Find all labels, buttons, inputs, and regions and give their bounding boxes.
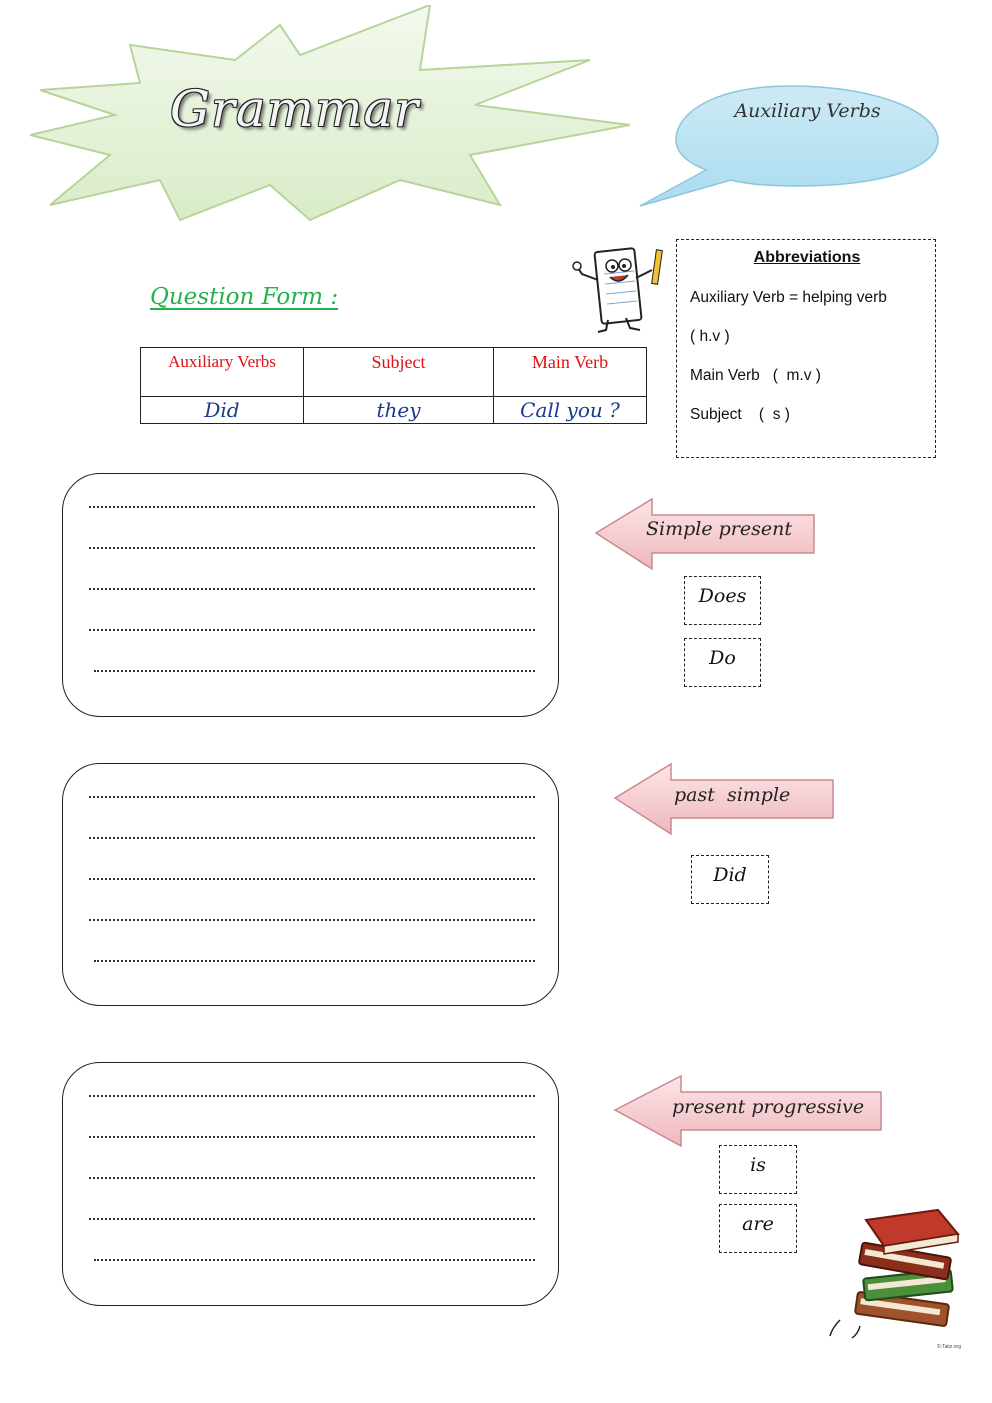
- question-form-table: [140, 347, 647, 424]
- table-cell: Did: [141, 397, 304, 424]
- writing-line[interactable]: [89, 1095, 535, 1097]
- writing-line[interactable]: [89, 1177, 535, 1179]
- table-header-cell: Main Verb: [494, 348, 647, 397]
- writing-line[interactable]: [89, 796, 535, 798]
- auxiliary-option: are: [719, 1204, 797, 1253]
- table-cell: Call you ?: [494, 397, 647, 424]
- abbreviation-line: ( h.v ): [690, 328, 730, 345]
- abbreviation-line: Auxiliary Verb = helping verb: [690, 289, 887, 306]
- auxiliary-option: is: [719, 1145, 797, 1194]
- question-form-heading: Question Form :: [150, 284, 339, 310]
- writing-box: [62, 763, 559, 1006]
- writing-line[interactable]: [94, 1259, 535, 1261]
- writing-line[interactable]: [89, 1218, 535, 1220]
- writing-line[interactable]: [89, 629, 535, 631]
- writing-line[interactable]: [89, 878, 535, 880]
- table-header-cell: Auxiliary Verbs: [141, 348, 304, 397]
- writing-line[interactable]: [89, 1136, 535, 1138]
- table-header-row: [141, 348, 647, 397]
- abbreviations-box: [676, 239, 936, 458]
- writing-box: [62, 473, 559, 717]
- writing-line[interactable]: [89, 919, 535, 921]
- tense-label: Simple present: [646, 518, 792, 540]
- tense-label: present progressive: [672, 1096, 865, 1118]
- writing-line[interactable]: [94, 960, 535, 962]
- topic-label: Auxiliary Verbs: [734, 100, 881, 122]
- abbreviation-line: Subject ( s ): [690, 406, 790, 423]
- notebook-mascot-icon: [568, 244, 676, 336]
- table-header-cell: Subject: [304, 348, 494, 397]
- auxiliary-option: Do: [684, 638, 761, 687]
- books-stack-icon: [826, 1200, 966, 1340]
- writing-box: [62, 1062, 559, 1306]
- image-credit: ©:Takz.org: [937, 1344, 961, 1350]
- abbreviation-line: Main Verb ( m.v ): [690, 367, 821, 384]
- writing-line[interactable]: [89, 506, 535, 508]
- table-row: [141, 397, 647, 424]
- abbreviations-title: Abbreviations: [753, 249, 861, 266]
- auxiliary-option: Does: [684, 576, 761, 625]
- writing-line[interactable]: [89, 588, 535, 590]
- writing-line[interactable]: [89, 837, 535, 839]
- auxiliary-option: Did: [691, 855, 769, 904]
- writing-line[interactable]: [89, 547, 535, 549]
- table-cell: they: [304, 397, 494, 424]
- writing-line[interactable]: [94, 670, 535, 672]
- page-title: Grammar: [170, 80, 420, 138]
- tense-label: past simple: [674, 784, 791, 806]
